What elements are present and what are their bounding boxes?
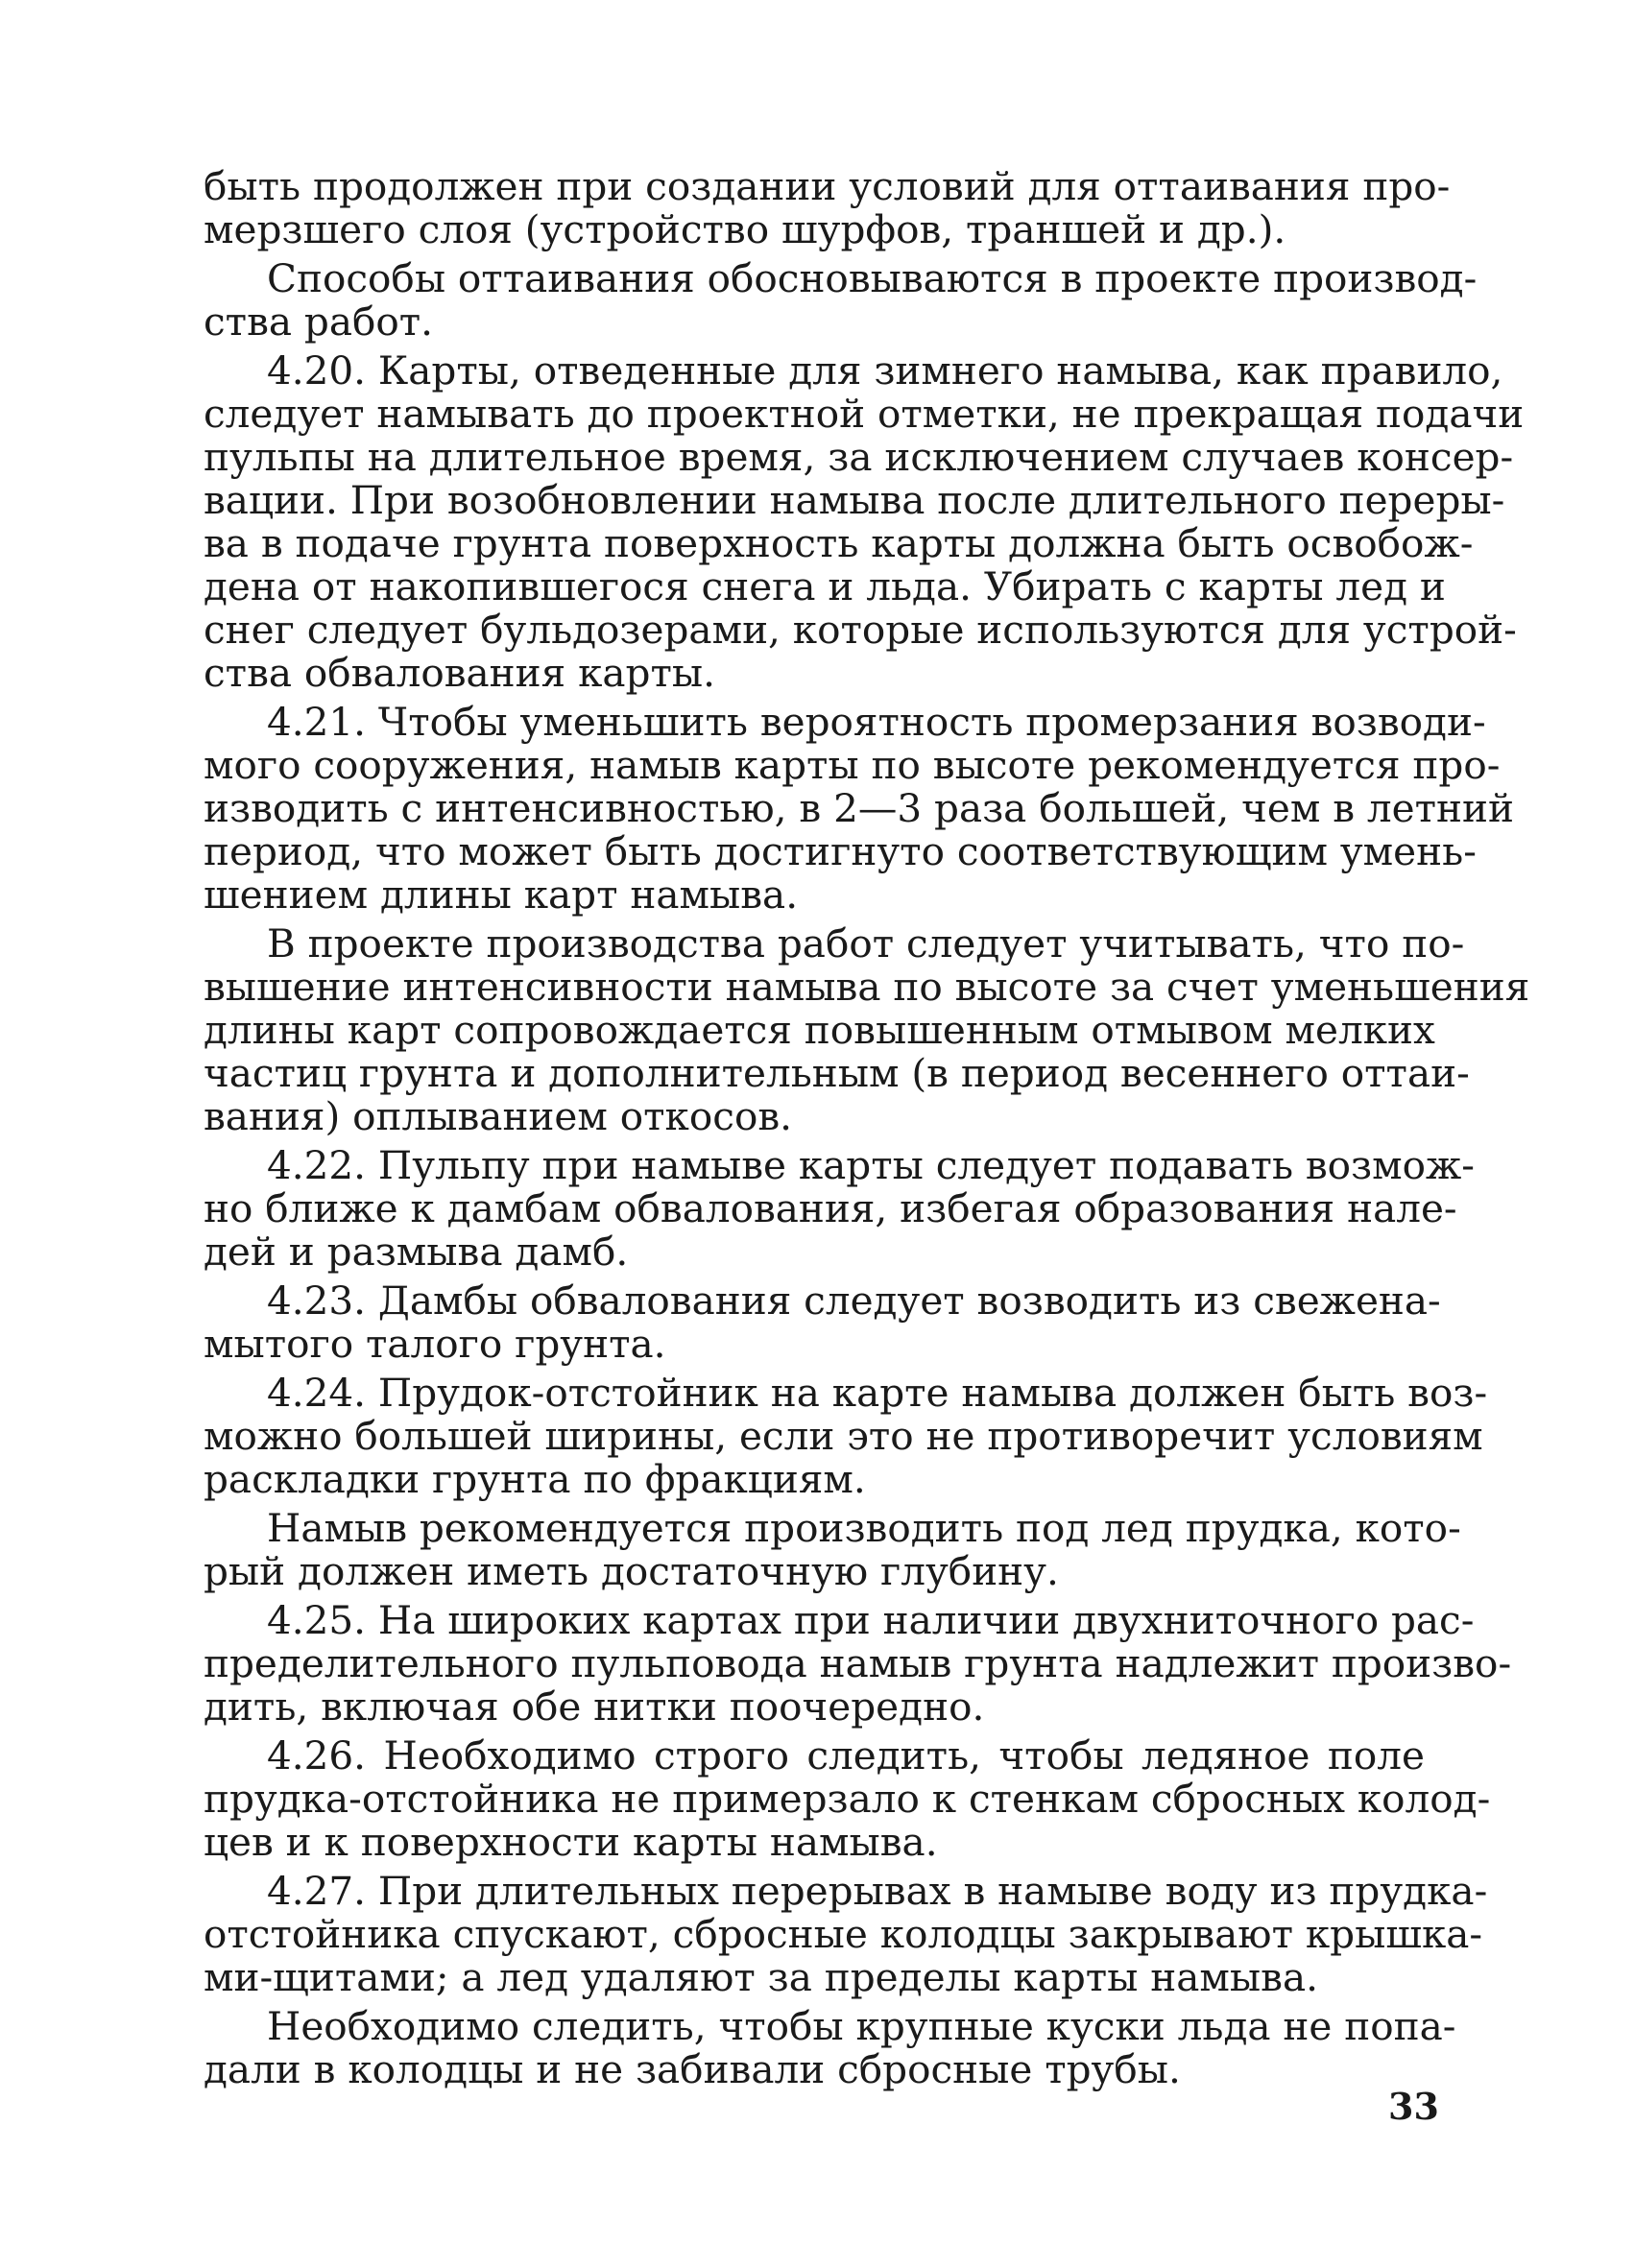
- text-line: Способы оттаивания обосновываются в проекте производ-: [267, 255, 1478, 301]
- text-line: ства работ.: [204, 298, 434, 345]
- text-line: дить, включая обе нитки поочередно.: [204, 1683, 985, 1730]
- text-line: 4.20. Карты, отведенные для зимнего намыва, как правило,: [267, 347, 1503, 394]
- paragraph: [204, 255, 1478, 345]
- text-line: пульпы на длительное время, за исключением случаев консер-: [204, 434, 1514, 480]
- paragraph: [204, 2003, 1456, 2092]
- text-line: быть продолжен при создании условий для оттаивания про-: [204, 163, 1451, 209]
- paragraph: [204, 1142, 1475, 1275]
- text-line: рый должен иметь достаточную глубину.: [204, 1548, 1059, 1594]
- paragraph: [204, 699, 1514, 918]
- text-line: 4.27. При длительных перерывах в намыве воду из прудка-: [267, 1868, 1488, 1914]
- text-line: раскладки грунта по фракциям.: [204, 1456, 866, 1502]
- text-line: шением длины карт намыва.: [204, 871, 799, 918]
- text-line: В проекте производства работ следует учитывать, что по-: [267, 920, 1465, 967]
- text-line: 4.21. Чтобы уменьшить вероятность промерзания возводи-: [267, 699, 1486, 745]
- text-line: вания) оплыванием откосов.: [204, 1093, 792, 1139]
- text-line: 4.26. Необходимо строго следить, чтобы ледяное поле: [267, 1732, 1425, 1779]
- text-line: мерзшего слоя (устройство шурфов, траншей и др.).: [204, 206, 1286, 252]
- text-line: мого сооружения, намыв карты по высоте рекомендуется про-: [204, 742, 1501, 788]
- paragraph: [204, 163, 1451, 252]
- text-line: 4.25. На широких картах при наличии двухниточного рас-: [267, 1597, 1475, 1643]
- paragraph: [204, 1505, 1461, 1594]
- text-line: мытого талого грунта.: [204, 1321, 666, 1367]
- text-line: вации. При возобновлении намыва после длительного переры-: [204, 477, 1505, 523]
- text-line: 4.23. Дамбы обвалования следует возводить из свежена-: [267, 1277, 1441, 1324]
- text-line: вышение интенсивности намыва по высоте за счет уменьшения: [204, 964, 1530, 1010]
- paragraph: [204, 347, 1525, 696]
- text-line: но ближе к дамбам обвалования, избегая образования нале-: [204, 1185, 1457, 1231]
- text-line: дей и размыва дамб.: [204, 1229, 629, 1275]
- paragraph: [204, 1277, 1441, 1367]
- text-line: прудка-отстойника не примерзало к стенкам сбросных колод-: [204, 1776, 1491, 1822]
- text-line: ства обвалования карты.: [204, 650, 715, 696]
- text-line: Намыв рекомендуется производить под лед прудка, кото-: [267, 1505, 1461, 1551]
- text-line: период, что может быть достигнуто соответствующим умень-: [204, 828, 1477, 874]
- text-line: снег следует бульдозерами, которые используются для устрой-: [204, 607, 1517, 653]
- text-line: пределительного пульповода намыв грунта надлежит произво-: [204, 1640, 1512, 1686]
- text-line: можно большей ширины, если это не противоречит условиям: [204, 1413, 1483, 1459]
- paragraph: [204, 1868, 1488, 2000]
- text-line: следует намывать до проектной отметки, не прекращая подачи: [204, 391, 1525, 437]
- text-line: дали в колодцы и не забивали сбросные трубы.: [204, 2046, 1181, 2092]
- text-line: отстойника спускают, сбросные колодцы закрывают крышка-: [204, 1911, 1483, 1957]
- paragraph: [204, 1597, 1512, 1730]
- page-number: 33: [1388, 2085, 1439, 2128]
- text-line: дена от накопившегося снега и льда. Убирать с карты лед и: [204, 563, 1446, 609]
- text-line: ва в подаче грунта поверхность карты должна быть освобож-: [204, 520, 1474, 566]
- text-line: частиц грунта и дополнительным (в период весеннего оттаи-: [204, 1050, 1470, 1096]
- text-line: изводить с интенсивностью, в 2—3 раза большей, чем в летний: [204, 785, 1514, 831]
- text-line: 4.22. Пульпу при намыве карты следует подавать возмож-: [267, 1142, 1475, 1188]
- text-line: ми-щитами; а лед удаляют за пределы карты намыва.: [204, 1954, 1318, 2000]
- text-line: Необходимо следить, чтобы крупные куски льда не попа-: [267, 2003, 1456, 2049]
- paragraph: [204, 920, 1530, 1139]
- text-line: 4.24. Прудок-отстойник на карте намыва должен быть воз-: [267, 1370, 1488, 1416]
- document-body: [204, 163, 1530, 2097]
- paragraph: [204, 1370, 1488, 1502]
- paragraph: [204, 1732, 1491, 1865]
- text-line: длины карт сопровождается повышенным отмывом мелких: [204, 1007, 1435, 1053]
- text-line: цев и к поверхности карты намыва.: [204, 1819, 938, 1865]
